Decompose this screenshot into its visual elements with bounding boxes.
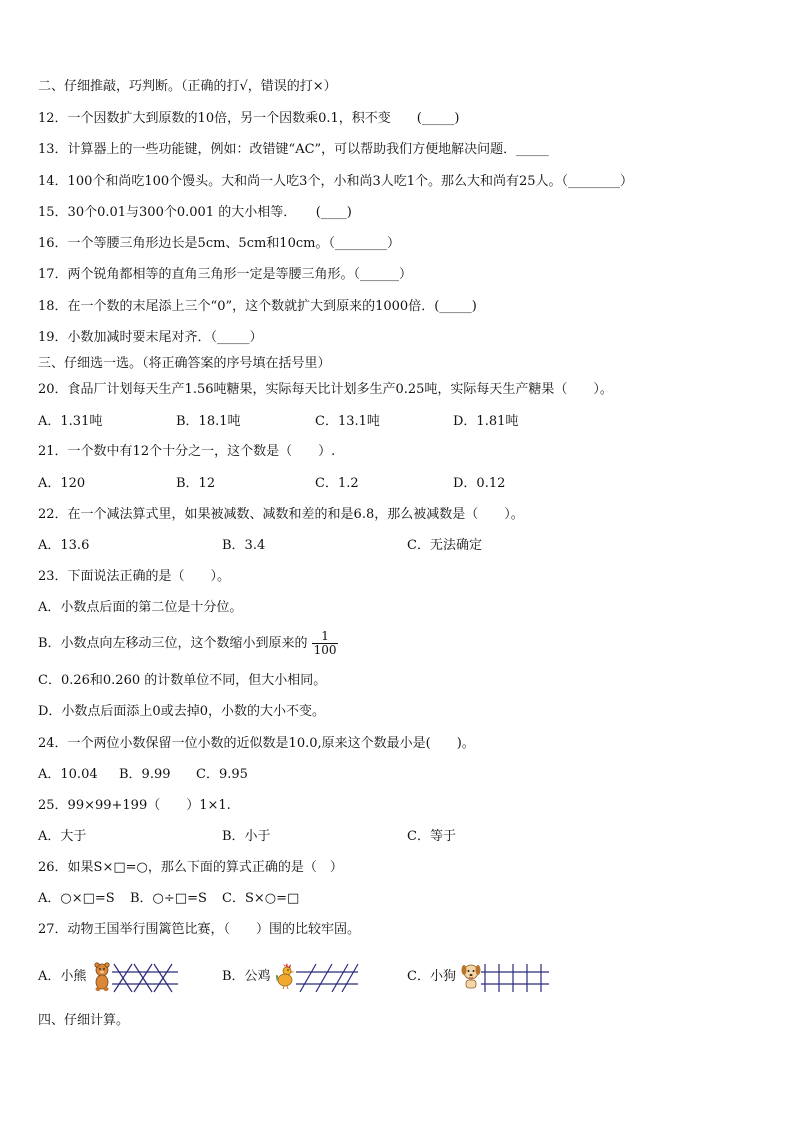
fence-b [296, 962, 360, 994]
q23-option-c: C．0.26和0.260 的计数单位不同，但大小相同。 [38, 673, 327, 688]
question-16: 16．一个等腰三角形边长是5cm、5cm和10cm。（________） [38, 236, 400, 251]
q27-option-a: A．小熊 [38, 969, 87, 984]
q25-option-a: A．大于 [38, 829, 87, 844]
q27-option-b: B．公鸡 [222, 969, 271, 984]
q21-option-d: D．0.12 [453, 476, 506, 491]
question-12: 12．一个因数扩大到原数的10倍，另一个因数乘0.1，积不变 (_____) [38, 111, 460, 126]
question-14: 14．100个和尚吃100个馒头。大和尚一人吃3个，小和尚3人吃1个。那么大和尚有25人。（________） [38, 174, 634, 189]
fence-a [112, 962, 180, 994]
q23-option-a: A．小数点后面的第二位是十分位。 [38, 600, 243, 615]
q20-option-c: C．13.1吨 [315, 414, 380, 429]
q24-option-b: B．9.99 [119, 767, 171, 782]
fraction-numerator: 1 [321, 629, 329, 643]
question-18: 18．在一个数的末尾添上三个“0”，这个数就扩大到原来的1000倍．(_____) [38, 299, 477, 314]
q23-option-b-text: B．小数点向左移动三位，这个数缩小到原来的 [38, 636, 308, 651]
question-13: 13．计算器上的一些功能键，例如：改错键“AC”，可以帮助我们方便地解决问题．_____ [38, 142, 549, 157]
q24-option-a: A．10.04 [38, 767, 98, 782]
question-19: 19．小数加减时要末尾对齐．（_____） [38, 330, 263, 345]
q21-option-a: A．120 [38, 476, 86, 491]
fraction [312, 630, 339, 657]
section-3-heading: 三、仔细选一选。（将正确答案的序号填在括号里） [38, 356, 331, 371]
dog-icon [460, 962, 482, 990]
section-2-heading: 二、仔细推敲，巧判断。（正确的打√，错误的打×） [38, 79, 337, 94]
question-24: 24．一个两位小数保留一位小数的近似数是10.0,原来这个数最小是( )。 [38, 736, 475, 751]
q26-option-a: A．○×□=S [38, 891, 115, 906]
question-17: 17．两个锐角都相等的直角三角形一定是等腰三角形。（______） [38, 267, 413, 282]
q20-option-b: B．18.1吨 [176, 414, 241, 429]
rooster-icon [275, 962, 297, 990]
question-15: 15．30个0.01与300个0.001 的大小相等． (____) [38, 205, 352, 220]
q20-option-a: A．1.31吨 [38, 414, 103, 429]
q25-option-c: C．等于 [407, 829, 456, 844]
q24-option-c: C．9.95 [196, 767, 248, 782]
q23-option-d: D．小数点后面添上0或去掉0，小数的大小不变。 [38, 704, 325, 719]
q26-option-b: B．○÷□=S [130, 891, 207, 906]
question-21: 21．一个数中有12个十分之一，这个数是（ ）. [38, 444, 336, 459]
q21-option-c: C．1.2 [315, 476, 359, 491]
fence-c [481, 962, 551, 994]
question-22: 22．在一个减法算式里，如果被减数、减数和差的和是6.8，那么被减数是（ ）。 [38, 507, 524, 522]
q26-option-c: C．S×○=□ [222, 891, 300, 906]
question-20: 20．食品厂计划每天生产1.56吨糖果，实际每天比计划多生产0.25吨，实际每天生产糖果（ ）。 [38, 382, 613, 397]
question-23: 23．下面说法正确的是（ ）。 [38, 569, 231, 584]
bear-icon [91, 962, 113, 992]
q21-option-b: B．12 [176, 476, 216, 491]
q25-option-b: B．小于 [222, 829, 271, 844]
q23-option-b [38, 630, 338, 657]
section-4-heading: 四、仔细计算。 [38, 1013, 130, 1028]
question-27: 27．动物王国举行围篱笆比赛，（ ）围的比较牢固。 [38, 922, 361, 937]
q22-option-b: B．3.4 [222, 538, 266, 553]
q20-option-d: D．1.81吨 [453, 414, 519, 429]
fraction-denominator: 100 [313, 643, 337, 657]
q22-option-c: C．无法确定 [407, 538, 482, 553]
q22-option-a: A．13.6 [38, 538, 90, 553]
q27-option-c: C．小狗 [407, 969, 456, 984]
question-25: 25．99×99+199（ ）1×1. [38, 798, 231, 813]
question-26: 26．如果S×□=○，那么下面的算式正确的是（ ） [38, 860, 343, 875]
